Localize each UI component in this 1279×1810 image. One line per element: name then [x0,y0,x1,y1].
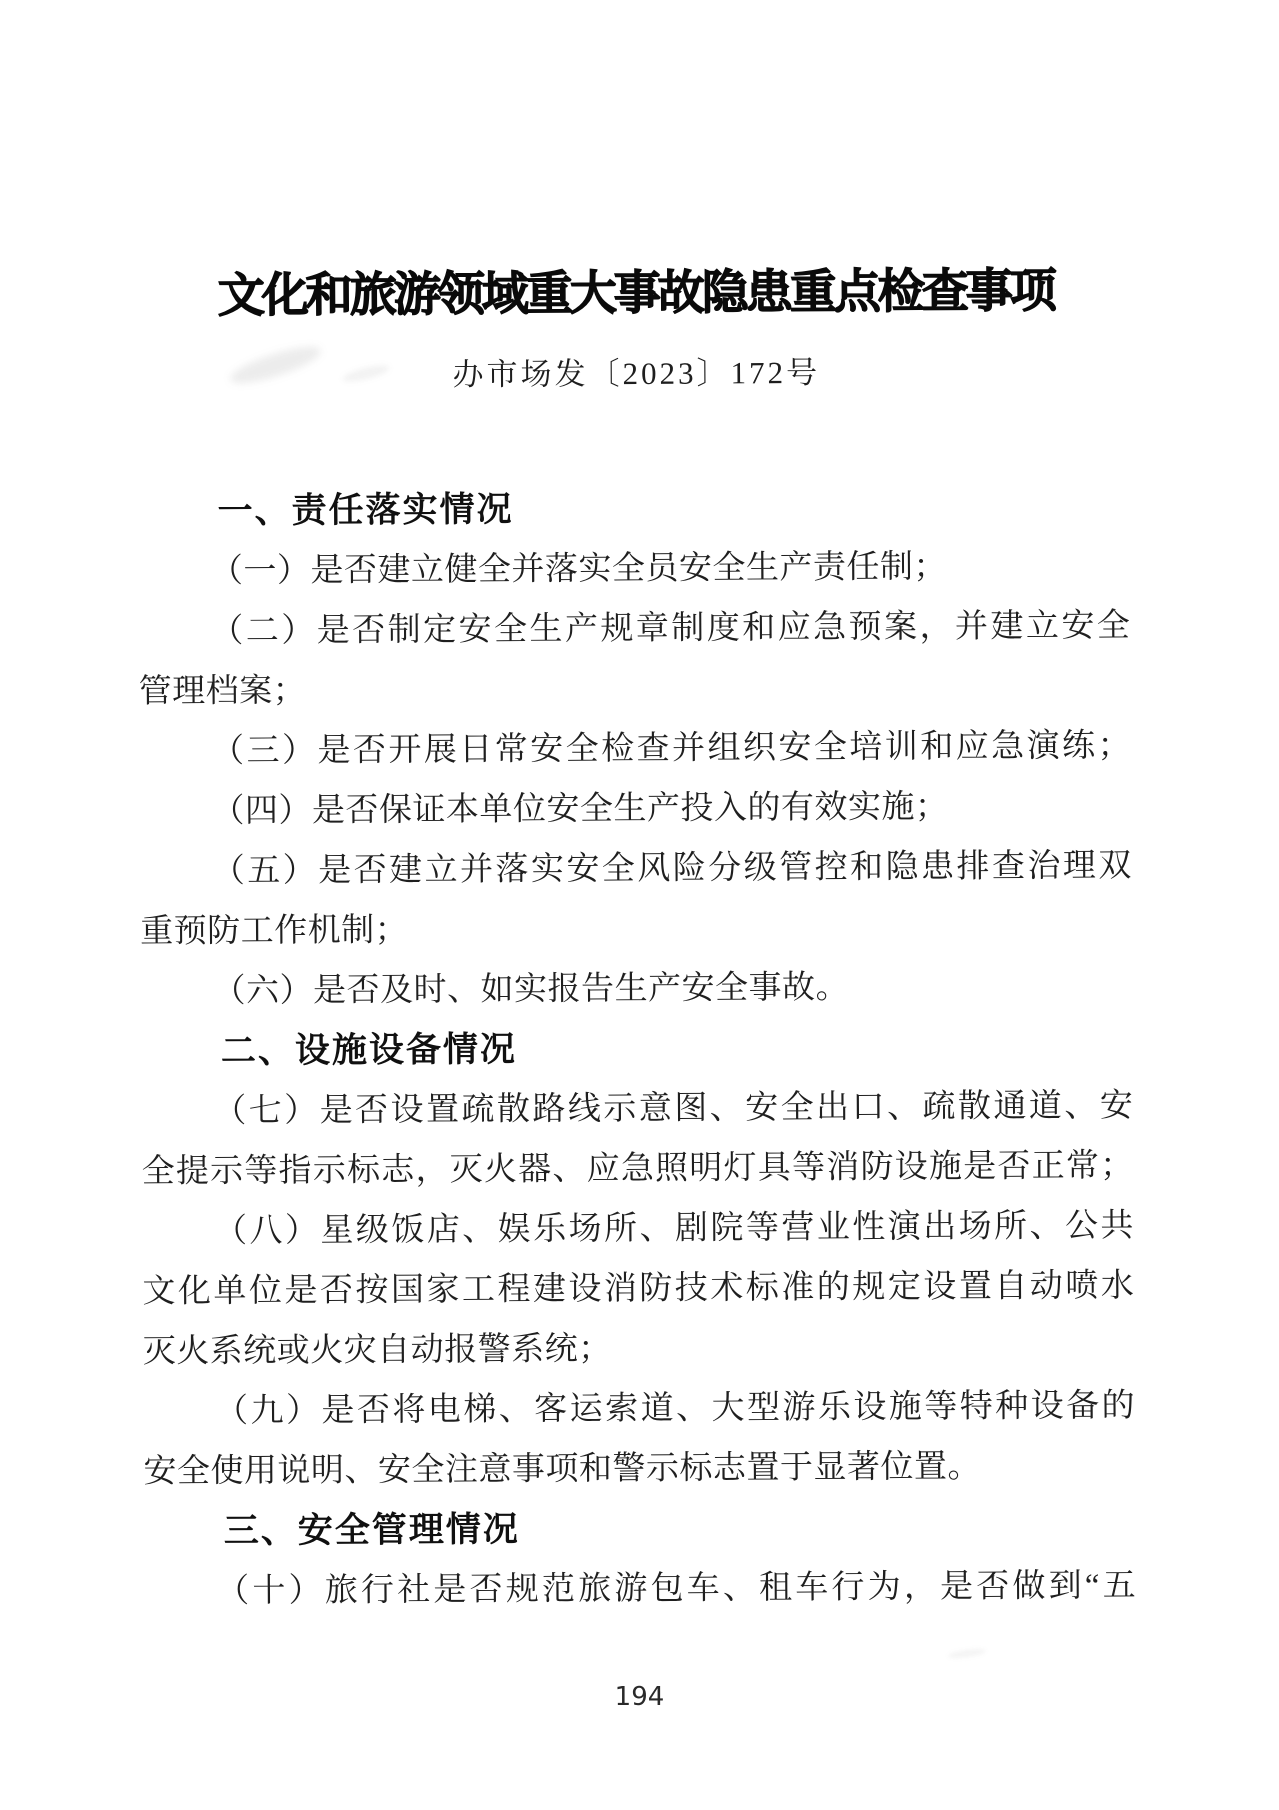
body-line: （十）旅行社是否规范旅游包车、租车行为，是否做到“五 [216,1567,1137,1610]
body-line: 灭火系统或火灾自动报警系统； [142,1331,612,1371]
section-heading: 二、设施设备情况 [220,1029,518,1071]
section-heading: 三、安全管理情况 [223,1509,520,1551]
body-line: 全提示等指示标志，灭火器、应急照明灯具等消防设施是否正常； [141,1147,1134,1191]
document-title: 文化和旅游领域重大事故隐患重点检查事项 [217,263,1054,322]
body-line: （一）是否建立健全并落实全员安全生产责任制； [209,549,948,590]
body-line: （九）是否将电梯、客运索道、大型游乐设施等特种设备的 [215,1387,1136,1430]
body-line: （四）是否保证本单位安全生产投入的有效实施； [211,789,949,830]
body-line: （六）是否及时、如实报告生产安全事故。 [212,969,850,1010]
body-line: （八）星级饭店、娱乐场所、剧院等营业性演出场所、公共 [213,1207,1135,1250]
body-line: 文化单位是否按国家工程建设消防技术标准的规定设置自动喷水 [142,1267,1135,1311]
page-number: 194 [614,1682,665,1712]
document-number: 办市场发〔2023〕172号 [452,354,821,393]
section-heading: 一、责任落实情况 [217,489,514,531]
body-line: 安全使用说明、安全注意事项和警示标志置于显著位置。 [143,1448,982,1491]
body-line: 管理档案； [138,673,307,711]
document-body [137,476,1136,1622]
body-line: （三）是否开展日常安全检查并组织安全培训和应急演练； [210,727,1132,770]
body-line: （二）是否制定安全生产规章制度和应急预案，并建立安全 [210,607,1131,650]
body-line: （五）是否建立并落实安全风险分级管控和隐患排查治理双 [211,847,1132,890]
body-line: 重预防工作机制； [140,912,409,951]
body-line: （七）是否设置疏散路线示意图、安全出口、疏散通道、安 [213,1087,1134,1130]
